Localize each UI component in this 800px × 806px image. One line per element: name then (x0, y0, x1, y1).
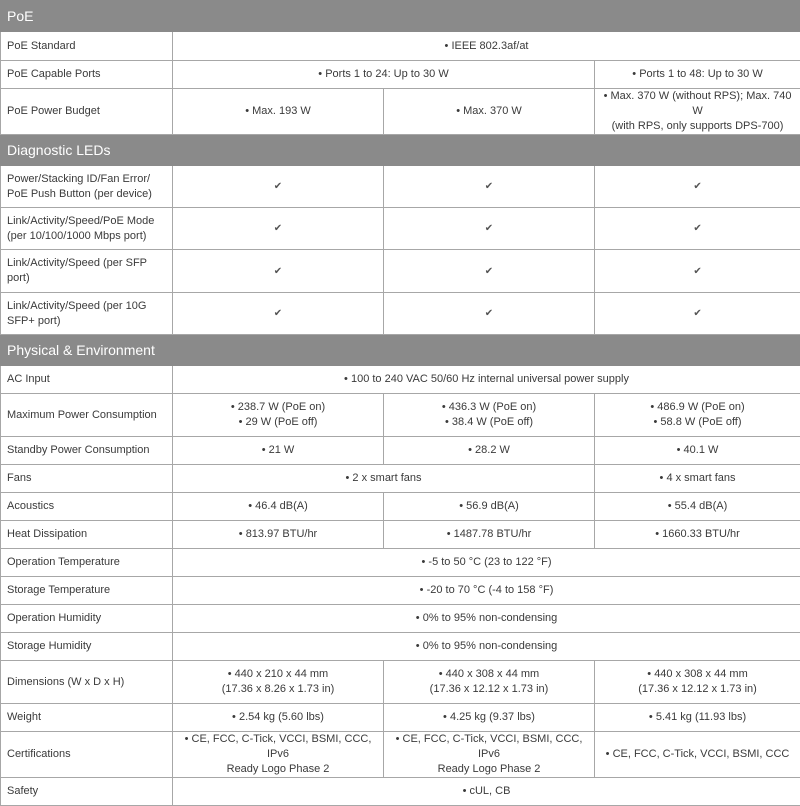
row-value: • 486.9 W (PoE on) • 58.8 W (PoE off) (595, 394, 800, 437)
row-label: Maximum Power Consumption (1, 394, 173, 437)
table-row (1, 394, 800, 437)
table-row (1, 732, 800, 778)
table-row (1, 293, 800, 335)
table-row (1, 465, 800, 493)
row-value: • 21 W (173, 437, 384, 465)
check-icon: ✔ (595, 208, 800, 250)
row-label: PoE Capable Ports (1, 61, 173, 89)
row-value: • 0% to 95% non-condensing (173, 633, 800, 661)
row-value: • 1487.78 BTU/hr (384, 521, 595, 549)
row-value: • 56.9 dB(A) (384, 493, 595, 521)
check-icon: ✔ (595, 250, 800, 293)
section-header-diagnostic (1, 135, 800, 166)
table-row (1, 704, 800, 732)
check-icon: ✔ (595, 166, 800, 208)
table-row (1, 778, 800, 806)
row-value: • 440 x 308 x 44 mm (17.36 x 12.12 x 1.73 in) (595, 661, 800, 704)
row-value: • IEEE 802.3af/at (173, 32, 800, 61)
row-value: • 440 x 308 x 44 mm (17.36 x 12.12 x 1.73 in) (384, 661, 595, 704)
table-row (1, 166, 800, 208)
table-row (1, 549, 800, 577)
check-icon: ✔ (384, 250, 595, 293)
table-row (1, 366, 800, 394)
table-row (1, 89, 800, 135)
section-title: PoE (1, 1, 800, 32)
row-label: Acoustics (1, 493, 173, 521)
row-label: AC Input (1, 366, 173, 394)
row-label: Link/Activity/Speed (per 10G SFP+ port) (1, 293, 173, 335)
row-label: Weight (1, 704, 173, 732)
check-icon: ✔ (384, 293, 595, 335)
row-value: • 2.54 kg (5.60 lbs) (173, 704, 384, 732)
table-row (1, 493, 800, 521)
row-value: • 2 x smart fans (173, 465, 595, 493)
row-value: • 40.1 W (595, 437, 800, 465)
row-value: • Ports 1 to 24: Up to 30 W (173, 61, 595, 89)
row-label: Storage Temperature (1, 577, 173, 605)
table-row (1, 32, 800, 61)
row-value: • -20 to 70 °C (-4 to 158 °F) (173, 577, 800, 605)
row-value: • 813.97 BTU/hr (173, 521, 384, 549)
row-value: • 28.2 W (384, 437, 595, 465)
row-value: • 238.7 W (PoE on) • 29 W (PoE off) (173, 394, 384, 437)
row-value: • 4.25 kg (9.37 lbs) (384, 704, 595, 732)
table-row (1, 208, 800, 250)
row-value: • cUL, CB (173, 778, 800, 806)
row-label: Link/Activity/Speed (per SFP port) (1, 250, 173, 293)
section-title: Diagnostic LEDs (1, 135, 800, 166)
row-value: • Max. 193 W (173, 89, 384, 135)
row-label: Operation Temperature (1, 549, 173, 577)
row-label: Dimensions (W x D x H) (1, 661, 173, 704)
row-value: • 46.4 dB(A) (173, 493, 384, 521)
row-label: PoE Standard (1, 32, 173, 61)
row-value: • 4 x smart fans (595, 465, 800, 493)
row-label: Certifications (1, 732, 173, 778)
row-value: • 0% to 95% non-condensing (173, 605, 800, 633)
table-row (1, 437, 800, 465)
table-row (1, 521, 800, 549)
table-row (1, 61, 800, 89)
row-label: Safety (1, 778, 173, 806)
row-value: • 440 x 210 x 44 mm (17.36 x 8.26 x 1.73 in) (173, 661, 384, 704)
row-value: • CE, FCC, C-Tick, VCCI, BSMI, CCC, IPv6 Ready Logo Phase 2 (384, 732, 595, 778)
row-label: Fans (1, 465, 173, 493)
row-label: Storage Humidity (1, 633, 173, 661)
row-label: Link/Activity/Speed/PoE Mode (per 10/100/1000 Mbps port) (1, 208, 173, 250)
check-icon: ✔ (173, 166, 384, 208)
row-label: Power/Stacking ID/Fan Error/ PoE Push Button (per device) (1, 166, 173, 208)
row-value: • 1660.33 BTU/hr (595, 521, 800, 549)
check-icon: ✔ (384, 166, 595, 208)
row-value: • Ports 1 to 48: Up to 30 W (595, 61, 800, 89)
row-label: Heat Dissipation (1, 521, 173, 549)
table-row (1, 605, 800, 633)
row-label: PoE Power Budget (1, 89, 173, 135)
row-value: • 100 to 240 VAC 50/60 Hz internal universal power supply (173, 366, 800, 394)
row-value: • Max. 370 W (without RPS); Max. 740 W (with RPS, only supports DPS-700) (595, 89, 800, 135)
table-row (1, 633, 800, 661)
section-header-physical (1, 335, 800, 366)
section-title: Physical & Environment (1, 335, 800, 366)
row-value: • Max. 370 W (384, 89, 595, 135)
table-row (1, 577, 800, 605)
check-icon: ✔ (173, 250, 384, 293)
section-header-poe (1, 1, 800, 32)
row-label: Standby Power Consumption (1, 437, 173, 465)
row-value: • 436.3 W (PoE on) • 38.4 W (PoE off) (384, 394, 595, 437)
check-icon: ✔ (173, 293, 384, 335)
row-value: • CE, FCC, C-Tick, VCCI, BSMI, CCC, IPv6 Ready Logo Phase 2 (173, 732, 384, 778)
row-value: • -5 to 50 °C (23 to 122 °F) (173, 549, 800, 577)
check-icon: ✔ (173, 208, 384, 250)
check-icon: ✔ (384, 208, 595, 250)
row-value: • 5.41 kg (11.93 lbs) (595, 704, 800, 732)
table-row (1, 661, 800, 704)
row-label: Operation Humidity (1, 605, 173, 633)
check-icon: ✔ (595, 293, 800, 335)
table-row (1, 250, 800, 293)
row-value: • 55.4 dB(A) (595, 493, 800, 521)
row-value: • CE, FCC, C-Tick, VCCI, BSMI, CCC (595, 732, 800, 778)
